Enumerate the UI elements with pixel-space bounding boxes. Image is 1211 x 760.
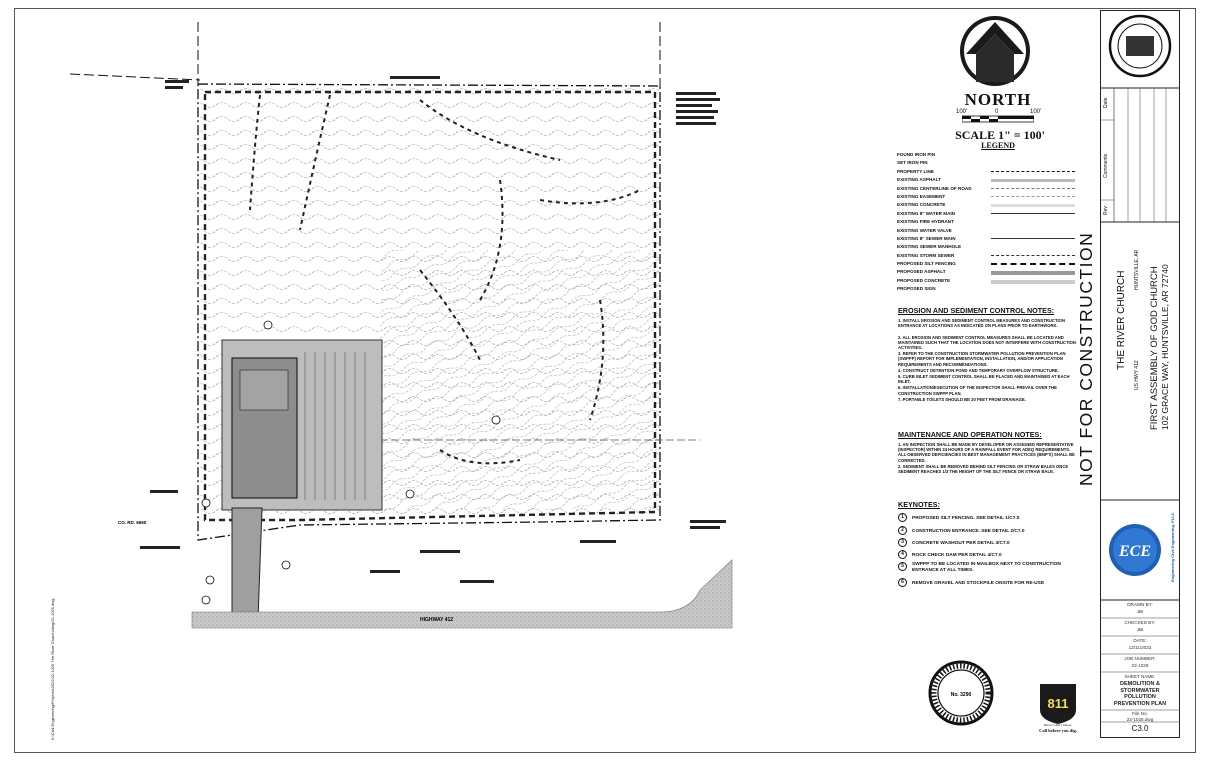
legend-row xyxy=(897,252,1082,260)
badge-number: 811 xyxy=(1047,696,1069,711)
road-label: HIGHWAY 412 xyxy=(420,617,454,623)
legend-row xyxy=(897,185,1082,193)
legend-symbol xyxy=(991,188,1075,191)
erosion-note: 6. INSTALLATION/EXECUTION OF THE INSPECTOR SHALL PREVAIL OVER THE CONSTRUCTION SWPPP PLAN. xyxy=(898,385,1057,396)
keynote-item xyxy=(898,562,1072,573)
keynote-item xyxy=(898,538,1010,547)
legend-symbol xyxy=(991,154,1075,156)
job-number-label: JOB NUMBER: xyxy=(1124,656,1156,661)
date-value: 12/11/2023 xyxy=(1128,645,1152,650)
drawn-by: JBI xyxy=(1136,609,1144,614)
rev-header-rev: Rev xyxy=(1103,206,1109,215)
keynote-number: 4 xyxy=(898,550,907,559)
badge-line2: Call before you dig. xyxy=(1039,728,1077,733)
client-address: 102 GRACE WAY, HUNTSVILLE, AR 72740 xyxy=(1160,264,1170,430)
legend-symbol xyxy=(991,162,1075,164)
legend-symbol xyxy=(991,255,1075,258)
scale-bar xyxy=(962,114,1034,124)
engineer-seal-graphic xyxy=(928,660,994,726)
maintenance-notes-title: MAINTENANCE AND OPERATION NOTES: xyxy=(898,430,1042,439)
legend-symbol xyxy=(991,204,1075,207)
scale-tick-right: 100' xyxy=(1030,109,1042,115)
rev-header-date: Date xyxy=(1103,97,1109,108)
legend-label: FOUND IRON PIN xyxy=(897,152,936,157)
north-label: NORTH xyxy=(964,90,1032,109)
sheet-name: DEMOLITION & STORMWATER POLLUTION PREVENTION PLAN xyxy=(1113,681,1167,707)
keynote-text: PROPOSED SILT FENCING. SEE DETAIL 1/C7.0 xyxy=(912,515,1020,521)
legend-label: EXISTING 8" WATER MAIN xyxy=(897,210,955,216)
sheet-number: C3.0 xyxy=(1131,724,1149,733)
seal-number: No. 3290 xyxy=(950,692,972,698)
legend-symbol xyxy=(991,263,1075,267)
not-for-construction-stamp: NOT FOR CONSTRUCTION xyxy=(1076,231,1096,486)
file-path-text: K:\Civil Engineering\Projects\2022\22-1025 The River Church\dwg\22-1025.dwg xyxy=(50,598,55,740)
legend-label: PROPOSED SILT FENCING xyxy=(897,261,956,267)
legend-row xyxy=(897,277,1082,285)
legend-row xyxy=(897,159,1082,167)
sheet-name-label: SHEET NAME: xyxy=(1124,674,1156,679)
legend-label: PROPOSED SIGN xyxy=(897,286,936,292)
legend-label: SET IRON PIN xyxy=(897,160,928,166)
legend-row xyxy=(897,210,1082,218)
legend-label: EXISTING ASPHALT xyxy=(897,177,941,183)
keynote-item xyxy=(898,526,1025,535)
legend-symbol xyxy=(991,221,1075,223)
client-name: FIRST ASSEMBLY OF GOD CHURCH xyxy=(1149,266,1160,430)
legend-symbol xyxy=(991,238,1075,241)
scale-tick-mid: 0 xyxy=(995,109,999,115)
legend-symbol xyxy=(991,171,1075,174)
file-label: File No. xyxy=(1132,711,1148,716)
project-location: HUNTSVILLE, AR xyxy=(1134,249,1140,290)
legend-symbol xyxy=(991,196,1075,199)
legend-symbol xyxy=(991,230,1075,232)
contour-field-2 xyxy=(380,250,660,510)
erosion-note: 4. CONSTRUCT DETENTION POND AND TEMPORARY OVERFLOW STRUCTURE. xyxy=(898,367,1059,373)
date-label: DATE: xyxy=(1133,638,1147,643)
legend-label: PROPOSED ASPHALT xyxy=(897,269,946,275)
highway xyxy=(192,560,732,628)
legend-symbol xyxy=(991,213,1075,216)
keynote-text: CONCRETE WASHOUT PER DETAIL 3/C7.0 xyxy=(912,540,1010,546)
project-highway: US HWY 412 xyxy=(1134,360,1140,390)
legend-row xyxy=(897,227,1082,235)
north-arrow-icon xyxy=(958,14,1032,88)
legend-row xyxy=(897,168,1082,176)
legend-label: EXISTING CENTERLINE OF ROAD xyxy=(897,185,972,191)
keynote-number: 5 xyxy=(898,562,907,571)
checked-by: JBI xyxy=(1136,627,1144,632)
legend-symbol xyxy=(991,280,1075,284)
maintenance-note: 1. AN INSPECTION SHALL BE MADE BY DEVELOPER OR ASSIGNED REPRESENTATIVE (INSPECTOR) WITHIN 24 HOURS OF A RAINFALL EVENT FOR ADEQ REQUIREMENTS. ALL OBSERVED DEFICIENCIES IN BEST MANAGEMENT PRACTICES (BMP'S) SHALL BE CORRECTED. xyxy=(898,442,1075,463)
keynote-number: 6 xyxy=(898,578,907,587)
legend-label: EXISTING STORM SEWER xyxy=(897,252,955,258)
legend-label: EXISTING FIRE HYDRANT xyxy=(897,219,954,225)
keynote-text: CONSTRUCTION ENTRANCE. SEE DETAIL 2/C7.0 xyxy=(912,528,1025,534)
firm-name: Engineering Civil Engineering, PLLC xyxy=(1170,512,1175,582)
keynote-item xyxy=(898,578,1044,587)
legend-row xyxy=(897,285,1082,293)
legend-symbol xyxy=(991,271,1075,275)
legend-label: EXISTING CONCRETE xyxy=(897,202,946,208)
legend-label: EXISTING WATER VALVE xyxy=(897,227,952,233)
erosion-note: 2. ALL EROSION AND SEDIMENT CONTROL MEASURES SHALL BE LOCATED AND MAINTAINED SUCH THAT THE LOCATION DOES NOT INTERFERE WITH CONSTRUCTION ACTIVITIES. xyxy=(898,334,1076,350)
legend xyxy=(897,151,1082,294)
project-name: THE RIVER CHURCH xyxy=(1116,270,1127,370)
keynote-item xyxy=(898,550,1002,559)
legend-symbol xyxy=(991,288,1075,290)
rev-header-comments: Comments xyxy=(1103,153,1109,178)
keynote-number: 1 xyxy=(898,513,907,522)
legend-row xyxy=(897,201,1082,209)
legend-row xyxy=(897,235,1082,243)
legend-symbol xyxy=(991,246,1075,248)
svg-text:ECE: ECE xyxy=(1118,543,1152,560)
scale-label: SCALE 1" = 100' xyxy=(955,128,1045,142)
erosion-note: 1. INSTALL EROSION AND SEDIMENT CONTROL MEASURES AND CONSTRUCTION ENTRANCE AT LOCATIONS AS INDICATED ON PLANS PRIOR TO EARTHWORK. xyxy=(898,318,1065,329)
job-number: 22-1025 xyxy=(1131,663,1149,668)
keynote-text: REMOVE GRAVEL AND STOCKPILE ONSITE FOR RE-USE xyxy=(912,580,1045,586)
erosion-note: 5. CURB INLET SEDIMENT CONTROL SHALL BE PLACED AND MAINTAINED AT EACH INLET. xyxy=(898,374,1070,385)
keynote-number: 2 xyxy=(898,526,907,535)
legend-label: PROPERTY LINE xyxy=(897,168,934,174)
easement-line xyxy=(70,74,200,80)
legend-label: EXISTING 8" SEWER MAIN xyxy=(897,235,956,241)
call-811-icon xyxy=(1030,680,1086,734)
legend-row xyxy=(897,151,1082,159)
legend-label: EXISTING SEWER MANHOLE xyxy=(897,244,962,250)
erosion-note: 7. PORTABLE TOILETS SHOULD BE 20 FEET FROM DRAINAGE. xyxy=(898,396,1026,402)
legend-row xyxy=(897,243,1082,251)
legend-title: LEGEND xyxy=(981,141,1015,150)
legend-symbol xyxy=(991,179,1075,182)
keynote-item xyxy=(898,513,1019,522)
legend-label: EXISTING EASEMENT xyxy=(897,193,946,199)
keynote-number: 3 xyxy=(898,538,907,547)
maintenance-note: 2. SEDIMENT SHALL BE REMOVED BEHIND SILT FENCING OR STRAW BALES ONCE SEDIMENT REACHES 1/3 THE HEIGHT OF THE SILT FENCE OR STRAW BALE. xyxy=(898,463,1069,474)
legend-row xyxy=(897,218,1082,226)
parcel-label: CO. RD. 6650 xyxy=(118,520,147,525)
drawn-by-label: DRAWN BY: xyxy=(1127,602,1153,607)
legend-row xyxy=(897,260,1082,268)
legend-row xyxy=(897,268,1082,276)
checked-by-label: CHECKED BY: xyxy=(1124,620,1156,625)
building-inner xyxy=(240,370,288,410)
keynote-text: ROCK CHECK DAM PER DETAIL 4/C7.0 xyxy=(912,552,1002,558)
keynote-text: SWPPP TO BE LOCATED IN MAILBOX NEXT TO CONSTRUCTION ENTRANCE AT ALL TIMES. xyxy=(912,562,1061,573)
legend-row xyxy=(897,193,1082,201)
driveway xyxy=(232,508,262,620)
keynotes-title: KEYNOTES: xyxy=(898,500,940,509)
legend-row xyxy=(897,176,1082,184)
legend-label: PROPOSED CONCRETE xyxy=(897,277,951,283)
erosion-note: 3. REFER TO THE CONSTRUCTION STORMWATER POLLUTION PREVENTION PLAN (SWPPP) REPORT FOR IMPLEMENTATION, INSTALLATION, AND/OR APPLICATION REQUIREMENTS AND RECOMMENDATIONS. xyxy=(898,351,1066,367)
erosion-notes-title: EROSION AND SEDIMENT CONTROL NOTES: xyxy=(898,306,1055,315)
scale-tick-left: 100' xyxy=(956,109,968,115)
file-number: 22-1025.dwg xyxy=(1126,717,1154,722)
badge-line1: Know what's below. xyxy=(1043,723,1073,727)
